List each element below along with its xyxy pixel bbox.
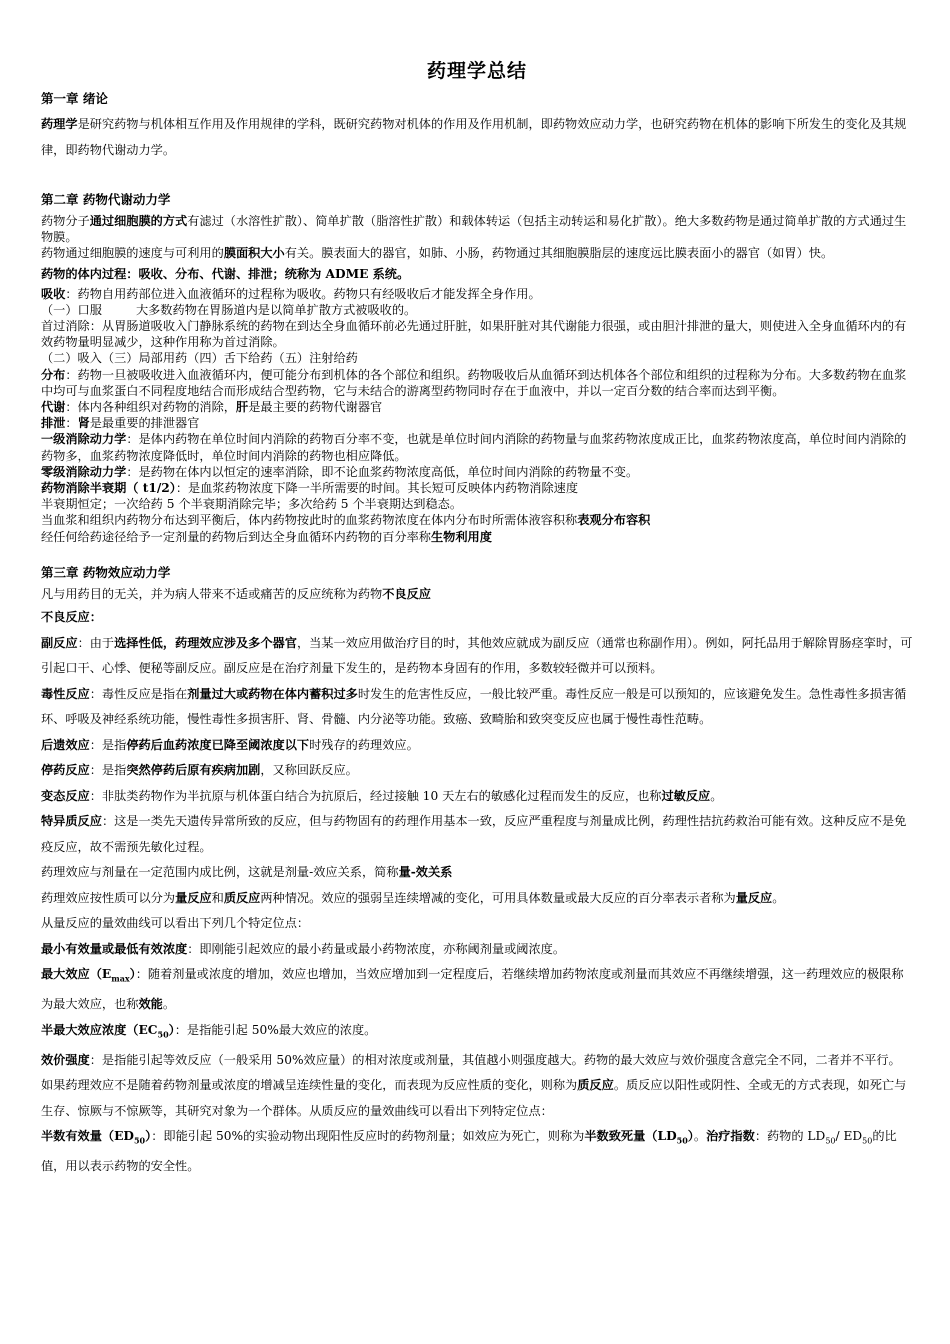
ch3-potency: 效价强度：是指能引起等效反应（一般采用 50%效应量）的相对浓度或剂量，其值越小则强度越大。药物的最大效应与效价强度含意完全不同，二者并不平行。 <box>41 1052 901 1067</box>
ch2-vd: 当血浆和组织内药物分布达到平衡后，体内药物按此时的血浆药物浓度在体内分布时所需体液容积称表观分布容积 <box>41 513 651 528</box>
ch2-excretion: 排泄：肾是最重要的排泄器官 <box>41 416 200 431</box>
ch2-metabolism: 代谢：体内各种组织对药物的消除，肝是最主要的药物代谢器官 <box>41 400 383 415</box>
ch3-allergy: 变态反应：非肽类药物作为半抗原与机体蛋白结合为抗原后，经过接触 10 天左右的敏感化过程而发生的反应，也称过敏反应。 <box>41 788 723 803</box>
ch3-graded-points: 从量反应的量效曲线可以看出下列几个特定位点： <box>41 916 310 931</box>
ch2-distribution: 分布：药物一旦被吸收进入血液循环内，便可能分布到机体的各个部位和组织。药物吸收后从血循环到达机体各个部位和组织的过程称为分布。大多数药物在血浆中均可与血浆蛋白不同程度地结合而形成结合型药物，它与未结合的游离型药物同时存在于血液中，并以一定百分数的结合率而达到平衡。 <box>41 367 907 398</box>
ch3-min-effective: 最小有效量或最低有效浓度：即刚能引起效应的最小药量或最小药物浓度，亦称阈剂量或阈浓度。 <box>41 941 566 956</box>
ch2-oral: （一）口服 大多数药物在胃肠道内是以简单扩散方式被吸收的。 <box>41 302 417 317</box>
document-page <box>41 56 913 1179</box>
ch2-first-order: 一级消除动力学：是体内药物在单位时间内消除的药物百分率不变，也就是单位时间内消除的药物量与血浆药物浓度成正比，血浆药物浓度高，单位时间内消除的药物多，血浆药物浓度降低时，单位时间内消除的药物也相应降低。 <box>41 432 907 463</box>
ch3-withdrawal: 停药反应：是指突然停药后原有疾病加剧，又称回跃反应。 <box>41 763 358 778</box>
ch3-adverse-def: 凡与用药目的无关，并为病人带来不适或痛苦的反应统称为药物不良反应 <box>41 586 431 601</box>
ch3-graded-quantal: 药理效应按性质可以分为量反应和质反应两种情况。效应的强弱呈连续增减的变化，可用具体数量或最大反应的百分率表示者称为量反应。 <box>41 890 785 905</box>
ch1-definition: 药理学是研究药物与机体相互作用及作用规律的学科，既研究药物对机体的作用及作用机制，即药物效应动力学，也研究药物在机体的影响下所发生的变化及其规律，即药物代谢动力学。 <box>41 117 907 157</box>
ch3-emax: 最大效应$(E_{max})$：随着剂量或浓度的增加，效应也增加，当效应增加到一定程度后，若继续增加药物浓度或剂量而其效应不再继续增强，这一药理效应的极限称为最大效应，也称效能。 <box>41 967 904 1012</box>
ch2-absorption: 吸收：药物自用药部位进入血液循环的过程称为吸收。药物只有经吸收后才能发挥全身作用。 <box>41 286 541 301</box>
ch2-bioavailability: 经任何给药途径给予一定剂量的药物后到达全身血循环内药物的百分率称生物利用度 <box>41 529 492 544</box>
chapter-2-heading: 第二章 药物代谢动力学 <box>41 192 171 207</box>
ch2-adme: 药物的体内过程：吸收、分布、代谢、排泄；统称为 ADME 系统。 <box>41 266 410 281</box>
ch2-routes: （二）吸入（三）局部用药（四）舌下给药（五）注射给药 <box>41 351 358 366</box>
ch3-side-effect: 副反应：由于选择性低，药理效应涉及多个器官，当某一效应用做治疗目的时，其他效应就成为副反应（通常也称副作用）。例如，阿托品用于解除胃肠痉挛时，可引起口干、心悸、便秘等副反应。副反应是在治疗剂量下发生的，是药物本身固有的作用，多数较轻微并可以预料。 <box>41 635 913 676</box>
page-title: 药理学总结 <box>426 60 527 82</box>
chapter-1-heading: 第一章 绪论 <box>41 91 108 106</box>
ch2-membrane-transport: 药物分子通过细胞膜的方式有滤过（水溶性扩散）、简单扩散（脂溶性扩散）和载体转运（包括主动转运和易化扩散）。绝大多数药物是通过简单扩散的方式通过生物膜。 <box>41 214 907 245</box>
ch3-idiosyncrasy: 特异质反应：这是一类先天遗传异常所致的反应，但与药物固有的药理作用基本一致，反应严重程度与剂量成比例，药理性拮抗药救治可能有效。这种反应不是免疫反应，故不需预先敏化过程。 <box>41 814 907 854</box>
ch3-toxicity: 毒性反应：毒性反应是指在剂量过大或药物在体内蓄积过多时发生的危害性反应，一般比较严重。毒性反应一般是可以预知的，应该避免发生。急性毒性多损害循环、呼吸及神经系统功能，慢性毒性多损害肝、肾、骨髓、内分泌等功能。致癌、致畸胎和致突变反应也属于慢性毒性范畴。 <box>41 686 907 727</box>
ch2-half-life-rule: 半衰期恒定；一次给药 5 个半衰期消除完毕；多次给药 5 个半衰期达到稳态。 <box>41 497 463 512</box>
ch3-ed50: 半数有效量$(ED_{50})$：即能引起 50%的实验动物出现阳性反应时的药物剂量；如效应为死亡，则称为半数致死量$(LD_{50})$。治疗指数：药物的 $LD_{50}/$ $ED_{50}$的比值，用以表示药物的安全性。 <box>41 1129 897 1173</box>
ch3-adverse-heading: 不良反应： <box>41 610 102 625</box>
ch2-membrane-area: 药物通过细胞膜的速度与可利用的膜面积大小有关。膜表面大的器官，如肺、小肠，药物通过其细胞膜脂层的速度远比膜表面小的器官（如胃）快。 <box>41 246 834 261</box>
ch2-half-life: 药物消除半衰期（ t1/2）：是血浆药物浓度下降一半所需要的时间。其长短可反映体内药物消除速度 <box>41 481 579 496</box>
ch3-ec50: 半最大效应浓度$(EC_{50})$：是指能引起 50%最大效应的浓度。 <box>41 1022 377 1040</box>
ch3-dose-response: 药理效应与剂量在一定范围内成比例，这就是剂量-效应关系，简称量-效关系 <box>41 865 453 880</box>
ch2-zero-order: 零级消除动力学：是药物在体内以恒定的速率消除，即不论血浆药物浓度高低，单位时间内消除的药物量不变。 <box>41 464 639 479</box>
ch3-quantal: 如果药理效应不是随着药物剂量或浓度的增减呈连续性量的变化，而表现为反应性质的变化，则称为质反应。质反应以阳性或阴性、全或无的方式表现，如死亡与生存、惊厥与不惊厥等，其研究对象为一个群体。从质反应的量效曲线可以看出下列特定位点： <box>41 1078 907 1118</box>
ch2-first-pass: 首过消除：从胃肠道吸收入门静脉系统的药物在到达全身血循环前必先通过肝脏，如果肝脏对其代谢能力很强，或由胆汁排泄的量大，则使进入全身血循环内的有效药物量明显减少，这种作用称为首过消除。 <box>41 319 907 350</box>
chapter-3-heading: 第三章 药物效应动力学 <box>41 564 171 580</box>
ch3-residual: 后遗效应：是指停药后血药浓度已降至阈浓度以下时残存的药理效应。 <box>41 737 419 752</box>
